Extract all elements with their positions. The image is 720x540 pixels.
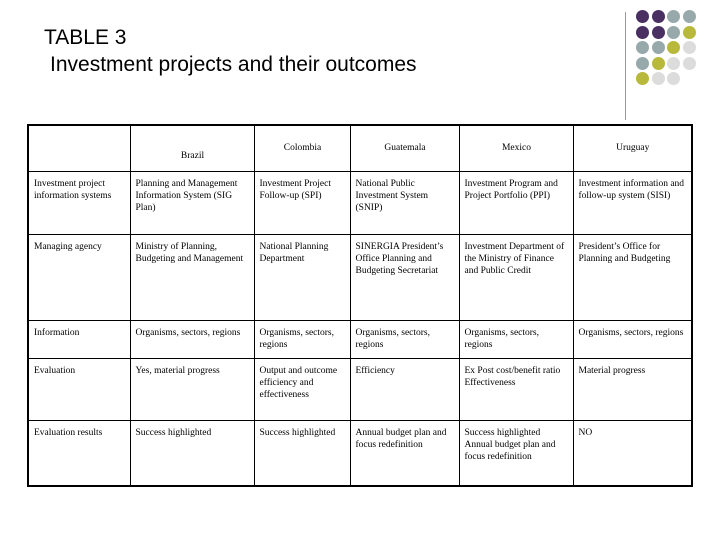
title-line-2: Investment projects and their outcomes [50, 53, 417, 76]
table-cell: Success highlighted Annual budget plan and focus redefinition [459, 420, 573, 486]
table-row [28, 320, 692, 358]
decorative-dot [652, 41, 665, 54]
decorative-dot [667, 26, 680, 39]
table-cell: Output and outcome efficiency and effectiveness [254, 358, 350, 420]
title-line-1: TABLE 3 [44, 26, 127, 49]
decorative-dot [652, 10, 665, 23]
table-cell: SINERGIA President’s Office Planning and Budgeting Secretariat [350, 234, 459, 320]
decorative-dot [667, 41, 680, 54]
row-label: Information [28, 320, 130, 358]
header-cell-empty [28, 125, 130, 171]
table-cell: Planning and Management Information System (SIG Plan) [130, 171, 254, 234]
table-row [28, 358, 692, 420]
table-cell: President’s Office for Planning and Budgeting [573, 234, 692, 320]
decorative-dot [667, 72, 680, 85]
investment-projects-table [27, 124, 693, 487]
table-cell: Investment information and follow-up system (SISI) [573, 171, 692, 234]
row-label: Evaluation [28, 358, 130, 420]
table-cell: Ex Post cost/benefit ratio Effectiveness [459, 358, 573, 420]
table-row [28, 234, 692, 320]
table-cell: Organisms, sectors, regions [350, 320, 459, 358]
decorative-dot [683, 41, 696, 54]
decorative-dot [667, 10, 680, 23]
page-title [44, 24, 417, 78]
table-row [28, 171, 692, 234]
decorative-dot [683, 10, 696, 23]
decorative-dot [667, 57, 680, 70]
decorative-dot [636, 41, 649, 54]
decorative-dot [636, 10, 649, 23]
decorative-dot [636, 26, 649, 39]
table-cell: Success highlighted [254, 420, 350, 486]
decorative-divider [625, 12, 626, 120]
header-cell-colombia: Colombia [254, 125, 350, 171]
row-label: Investment project information systems [28, 171, 130, 234]
table-cell: Organisms, sectors, regions [573, 320, 692, 358]
header-cell-mexico: Mexico [459, 125, 573, 171]
table-cell: National Public Investment System (SNIP) [350, 171, 459, 234]
decorative-dot [652, 26, 665, 39]
decorative-dot [683, 57, 696, 70]
table-cell: National Planning Department [254, 234, 350, 320]
table-cell: Success highlighted [130, 420, 254, 486]
table-cell: Organisms, sectors, regions [254, 320, 350, 358]
table-cell: Annual budget plan and focus redefinition [350, 420, 459, 486]
decorative-dot [636, 72, 649, 85]
header-cell-brazil: Brazil [130, 125, 254, 171]
table-cell: Material progress [573, 358, 692, 420]
decorative-dot [652, 57, 665, 70]
decorative-dot [636, 57, 649, 70]
row-label: Managing agency [28, 234, 130, 320]
table-cell: NO [573, 420, 692, 486]
table-cell: Investment Program and Project Portfolio (PPI) [459, 171, 573, 234]
decorative-dot [652, 72, 665, 85]
table-cell: Organisms, sectors, regions [459, 320, 573, 358]
table-cell: Investment Department of the Ministry of Finance and Public Credit [459, 234, 573, 320]
table-row [28, 420, 692, 486]
table-cell: Ministry of Planning, Budgeting and Management [130, 234, 254, 320]
header-cell-uruguay: Uruguay [573, 125, 692, 171]
table-cell: Organisms, sectors, regions [130, 320, 254, 358]
header-cell-guatemala: Guatemala [350, 125, 459, 171]
decorative-dot [683, 26, 696, 39]
table-cell: Investment Project Follow-up (SPI) [254, 171, 350, 234]
table-cell: Efficiency [350, 358, 459, 420]
row-label: Evaluation results [28, 420, 130, 486]
table-header-row [28, 125, 692, 171]
table-cell: Yes, material progress [130, 358, 254, 420]
